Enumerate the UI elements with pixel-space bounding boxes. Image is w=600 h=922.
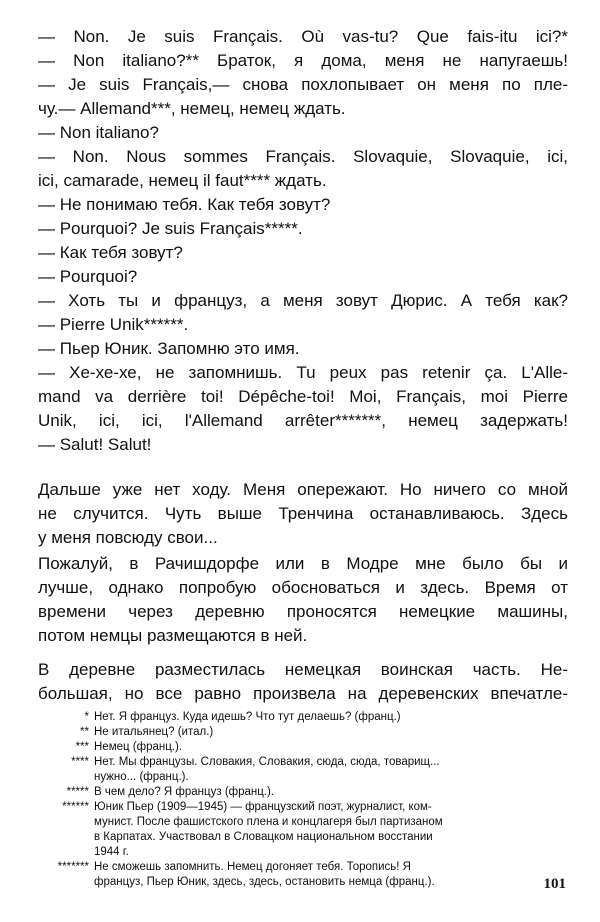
dialogue-line: — Как тебя зовут? <box>38 243 183 262</box>
footnote-text: Не сможешь запомнить. Немец догоняет тебя. Торопись! Я <box>94 861 411 873</box>
dialogue-line: — Pourquoi? <box>38 267 138 286</box>
footnote <box>38 725 568 740</box>
footnote-text: В чем дело? Я француз (франц.). <box>94 786 275 798</box>
paragraph-line: у меня повсюду свои... <box>38 528 218 547</box>
footnote-text: Не итальянец? (итал.) <box>94 726 214 738</box>
footnote-text: Нет. Мы французы. Словакия, Словакия, сюда, сюда, товарищ... <box>94 756 440 768</box>
paragraph-line: Дальше уже нет ходу. Меня опережают. Но ничего со мной <box>38 480 568 499</box>
paragraph-line: потом немцы размещаются в ней. <box>38 626 308 645</box>
paragraph-line: лучше, однако попробую обосноваться и здесь. Время от <box>38 578 568 597</box>
footnote-continuation: француз, Пьер Юник, здесь, здесь, остановить немца (франц.). <box>94 876 435 888</box>
footnote-marker: *** <box>75 741 89 753</box>
footnote <box>38 860 568 875</box>
dialogue-line: — Non italiano? <box>38 123 159 142</box>
footnote <box>38 785 568 800</box>
footnote <box>38 710 568 725</box>
dialogue-line: — Salut! Salut! <box>38 435 152 454</box>
paragraph-line: большая, но все равно произвела на деревенских впечатле- <box>38 684 568 703</box>
footnote-marker: * <box>84 711 89 723</box>
footnote-continuation: в Карпатах. Участвовал в Словацком национальном восстании <box>94 831 433 843</box>
dialogue-line: Unik, ici, ici, l'Allemand arrêter*******, немец задержать! <box>38 411 568 430</box>
footnote-marker: ** <box>80 726 89 738</box>
dialogue-line: — Non. Nous sommes Français. Slovaquie, Slovaquie, ici, <box>38 147 568 166</box>
paragraph-line: не случится. Чуть выше Тренчина останавливаюсь. Здесь <box>38 504 568 523</box>
footnote-continuation: нужно... (франц.). <box>94 771 189 783</box>
footnote-marker: ******* <box>57 861 89 873</box>
footnote <box>38 800 568 815</box>
paragraph-line: Пожалуй, в Рачишдорфе или в Модре мне было бы и <box>38 554 568 573</box>
dialogue-line: — Пьер Юник. Запомню это имя. <box>38 339 300 358</box>
footnote-continuation: мунист. После фашистского плена и концлагеря был партизаном <box>94 816 443 828</box>
dialogue-line: — Хе-хе-хе, не запомнишь. Tu peux pas retenir ça. L'Alle- <box>38 363 568 382</box>
dialogue-line: ici, camarade, немец il faut**** ждать. <box>38 171 327 190</box>
footnote-text: Немец (франц.). <box>94 741 183 753</box>
paragraph-line: В деревне разместилась немецкая воинская часть. Не- <box>38 660 568 679</box>
dialogue-line: mand va derrière toi! Dépêche-toi! Moi, Français, moi Pierre <box>38 387 568 406</box>
footnote <box>38 740 568 755</box>
page-number: 101 <box>543 876 566 892</box>
dialogue-line: — Je suis Français,— снова похлопывает он меня по пле- <box>38 75 568 94</box>
dialogue-line: — Pourquoi? Je suis Français*****. <box>38 219 303 238</box>
dialogue-line: чу.— Allemand***, немец, немец ждать. <box>38 99 346 118</box>
footnote-marker: **** <box>71 756 89 768</box>
dialogue-line: — Pierre Unik******. <box>38 315 189 334</box>
dialogue-line: — Non. Je suis Français. Où vas-tu? Que fais-itu ici?* <box>38 27 568 46</box>
dialogue-line: — Не понимаю тебя. Как тебя зовут? <box>38 195 331 214</box>
paragraph-line: времени через деревню проносятся немецкие машины, <box>38 602 568 621</box>
dialogue-line: — Non italiano?** Браток, я дома, меня не напугаешь! <box>38 51 568 70</box>
footnote-marker: ***** <box>66 786 89 798</box>
footnote-text: Юник Пьер (1909—1945) — французский поэт, журналист, ком- <box>94 801 432 813</box>
footnote-continuation: 1944 г. <box>94 846 129 858</box>
dialogue-line: — Хоть ты и француз, а меня зовут Дюрис. А тебя как? <box>38 291 568 310</box>
footnote-text: Нет. Я француз. Куда идешь? Что тут делаешь? (франц.) <box>94 711 401 723</box>
footnote-marker: ****** <box>62 801 89 813</box>
footnote <box>38 755 568 770</box>
